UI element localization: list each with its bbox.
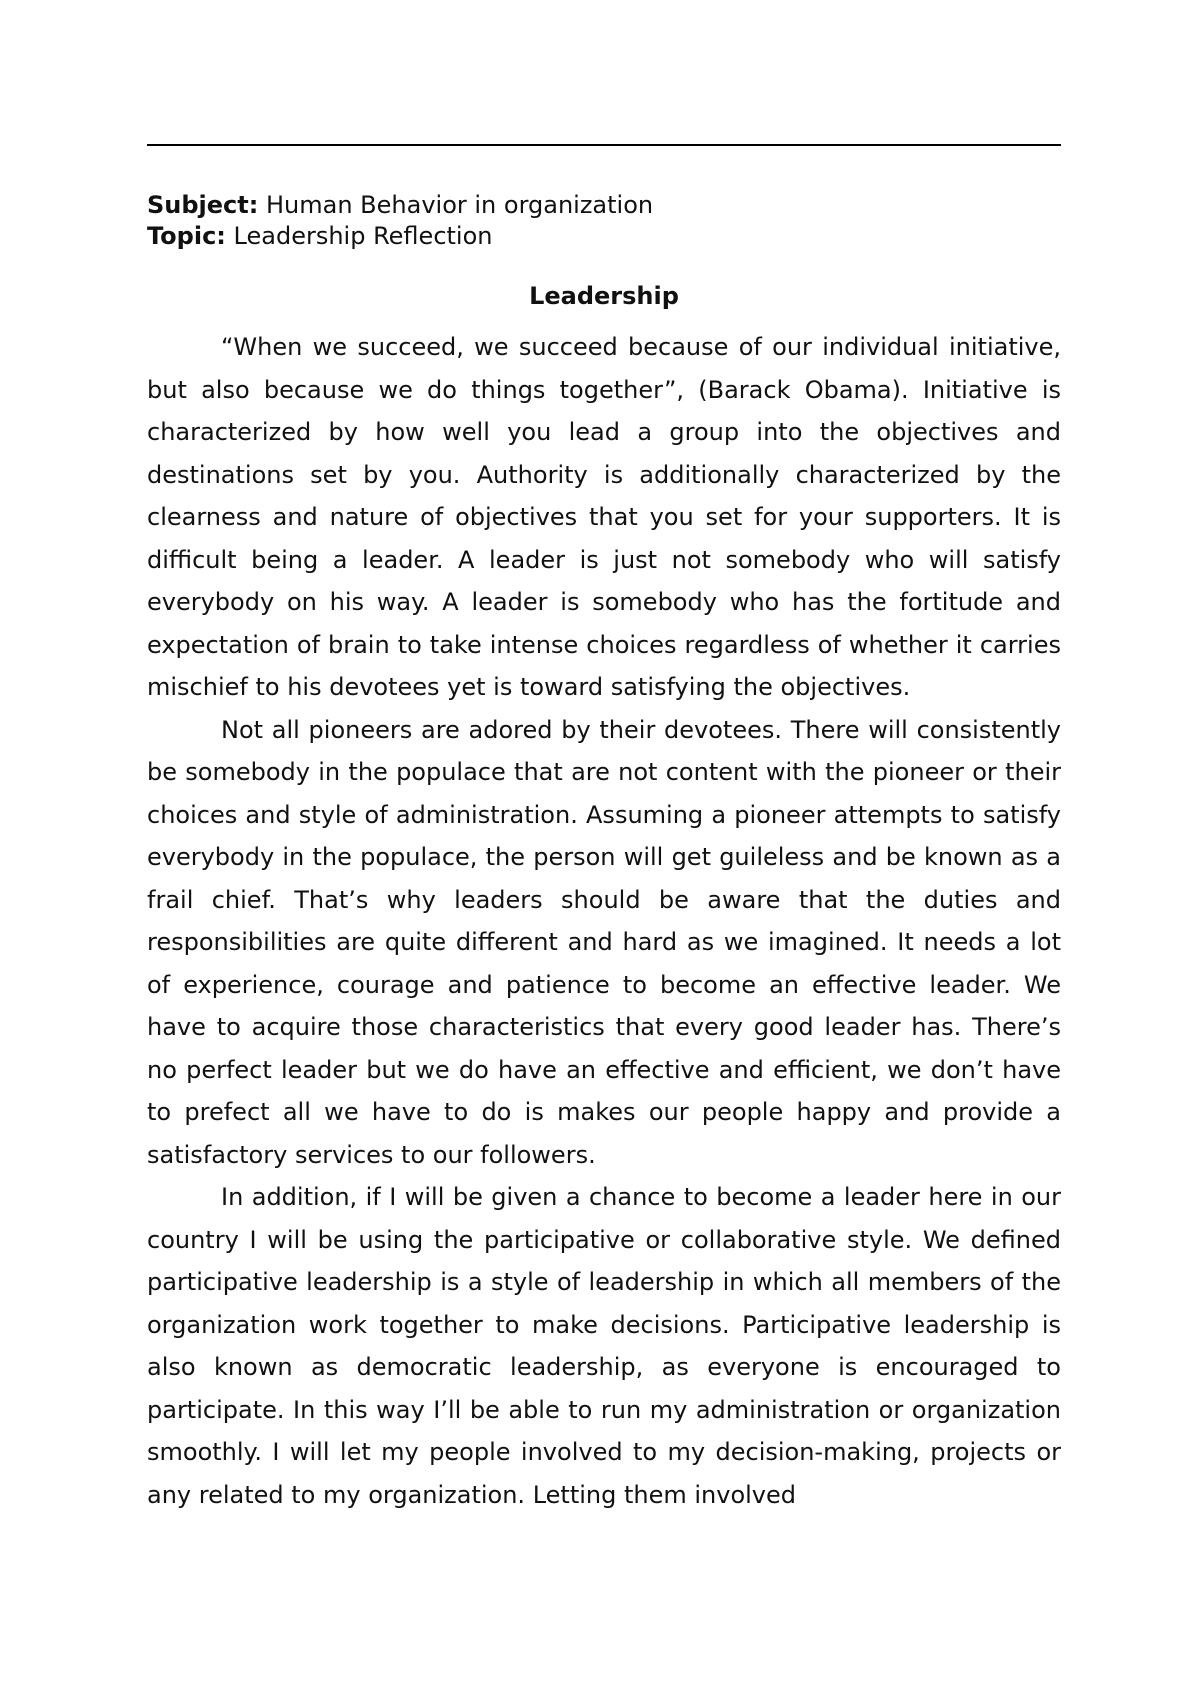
topic-label: Topic: [147, 222, 226, 250]
body-paragraph-3: In addition, if I will be given a chance to become a leader here in our country I will be using the participative or collaborative style. We defined participative leadership is a style of leadership in which all members of the organization work together to make decisions. Participative leadership is also known as democratic leadership, as everyone is encouraged to participate. In this way I’ll be able to run my administration or organization smoothly. I will let my people involved to my decision-making, projects or any related to my organization. Letting them involved [147, 1183, 1061, 1509]
subject-value: Human Behavior in organization [258, 191, 654, 219]
body-paragraph-2: Not all pioneers are adored by their devotees. There will consistently be somebody in the populace that are not content with the pioneer or their choices and style of administration. Assuming a pioneer attempts to satisfy everybody in the populace, the person will get guileless and be known as a frail chief. That’s why leaders should be aware that the duties and responsibilities are quite different and hard as we imagined. It needs a lot of experience, courage and patience to become an effective leader. We have to acquire those characteristics that every good leader has. There’s no perfect leader but we do have an effective and efficient, we don’t have to prefect all we have to do is makes our people happy and provide a satisfactory services to our followers. [147, 715, 1061, 1169]
top-rule-divider [147, 144, 1061, 146]
subject-label: Subject: [147, 191, 259, 219]
subject-line [147, 190, 1061, 221]
topic-value: Leadership Reflection [225, 222, 493, 250]
document-title: Leadership [529, 282, 679, 310]
topic-line [147, 221, 1061, 252]
document-content [147, 190, 1061, 1516]
body-paragraph-1: “When we succeed, we succeed because of our individual initiative, but also because we do things together”, (Barack Obama). Initiative is characterized by how well you lead a group into the objectives and destinations set by you. Authority is additionally characterized by the clearness and nature of objectives that you set for your supporters. It is difficult being a leader. A leader is just not somebody who will satisfy everybody on his way. A leader is somebody who has the fortitude and expectation of brain to take intense choices regardless of whether it carries mischief to his devotees yet is toward satisfying the objectives. [147, 333, 1061, 701]
